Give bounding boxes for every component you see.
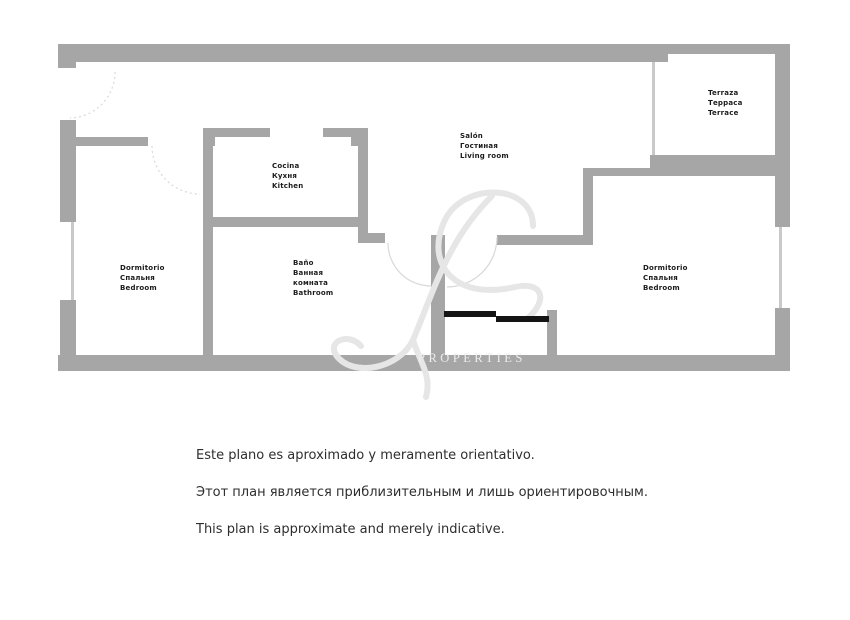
disclaimer-line-es: Este plano es aproximado y meramente orientativo. (196, 448, 535, 463)
room-label-line: Спальня (643, 274, 678, 282)
watermark-text: PROPERTIES (418, 351, 526, 365)
watermark-tail-stroke (413, 340, 428, 397)
room-label-line: Dormitorio (643, 264, 688, 272)
room-label-line: Cocina (272, 162, 300, 170)
room-label-line: Salón (460, 132, 483, 140)
room-label-bedroom-right (643, 263, 688, 293)
room-label-line: комната (293, 279, 329, 287)
room-label-line: Терраса (708, 99, 743, 107)
disclaimer-line-en: This plan is approximate and merely indicative. (196, 522, 505, 537)
room-label-line: Kitchen (272, 182, 304, 190)
room-label-line: Гостиная (460, 142, 499, 150)
watermark-loop-stroke (438, 192, 540, 318)
wardrobe-door-right (496, 316, 549, 322)
room-label-line: Baño (293, 259, 314, 267)
room-label-terrace (708, 88, 743, 118)
room-label-line: Bedroom (643, 284, 680, 292)
room-label-bedroom-left (120, 263, 165, 293)
room-label-line: Кухня (272, 172, 298, 180)
room-label-living-room (460, 131, 509, 161)
disclaimer-line-ru: Этот план является приблизительным и лишь ориентировочным. (196, 485, 648, 500)
room-label-line: Terrace (708, 109, 739, 117)
room-label-line: Bedroom (120, 284, 157, 292)
room-label-kitchen (272, 161, 303, 191)
disclaimer (196, 437, 648, 548)
room-label-line: Ванная (293, 269, 324, 277)
watermark-logo (334, 192, 540, 397)
room-label-bathroom (293, 258, 333, 298)
bathroom-door-arc (388, 243, 431, 286)
room-label-line: Terraza (708, 89, 739, 97)
room-label-line: Living room (460, 152, 509, 160)
room-label-line: Bathroom (293, 289, 334, 297)
room-label-line: Dormitorio (120, 264, 165, 272)
wardrobe-door-left (444, 311, 496, 317)
bedroom-left-door-arc (152, 146, 200, 194)
room-label-line: Спальня (120, 274, 155, 282)
entry-door-arc (70, 72, 115, 118)
